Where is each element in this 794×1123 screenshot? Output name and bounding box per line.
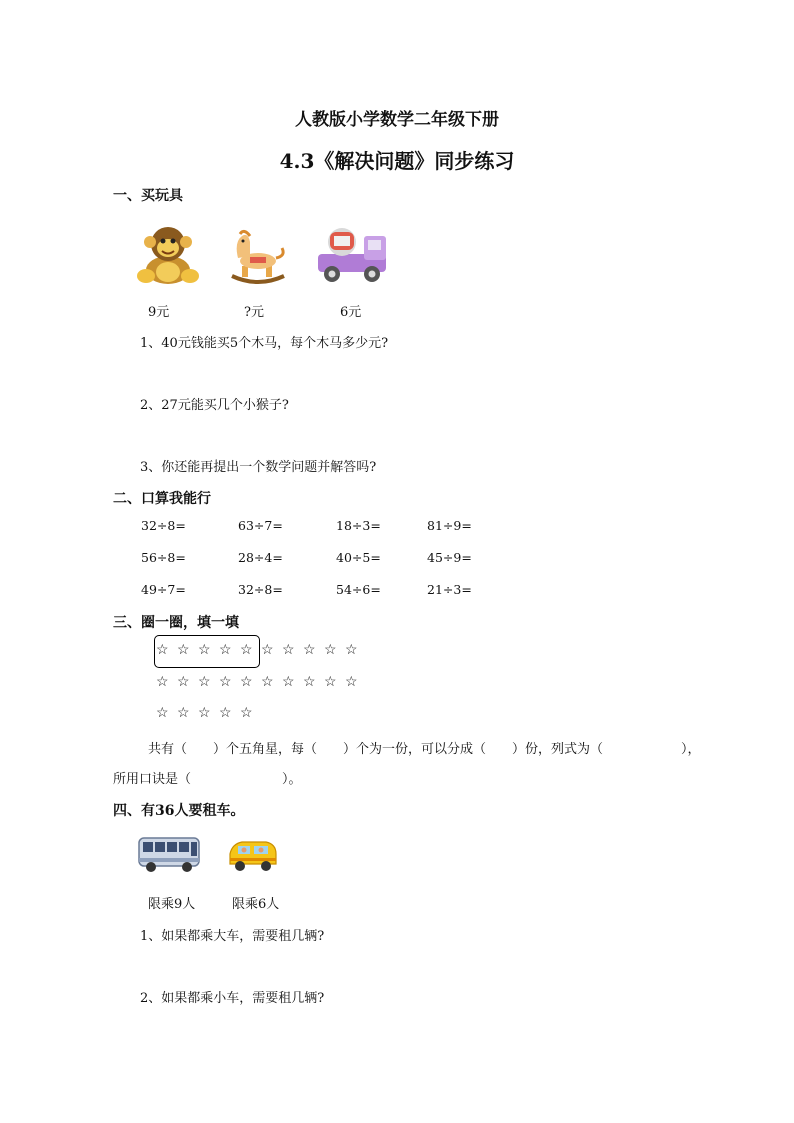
star-icon: ☆ (177, 642, 190, 658)
star-icon: ☆ (219, 705, 232, 721)
star-icon: ☆ (240, 674, 253, 690)
question-4-1: 1、如果都乘大车，需要租几辆? (140, 929, 325, 944)
car-capacity-label: 限乘6人 (232, 897, 280, 912)
calc-item: 28÷4= (238, 550, 283, 565)
star-icon: ☆ (240, 642, 253, 658)
star-row (156, 674, 366, 690)
page-subtitle: 4.3《解决问题》同步练习 (279, 149, 515, 173)
page-title: 人教版小学数学二年级下册 (295, 110, 499, 130)
school-car-icon (226, 836, 280, 876)
star-icon: ☆ (345, 674, 358, 690)
question-1-1: 1、40元钱能买5个木马，每个木马多少元? (140, 336, 389, 351)
star-icon: ☆ (198, 674, 211, 690)
star-icon: ☆ (303, 674, 316, 690)
calc-item: 56÷8= (141, 550, 186, 565)
star-icon: ☆ (240, 705, 253, 721)
star-icon: ☆ (219, 642, 232, 658)
star-icon: ☆ (156, 642, 169, 658)
fill-blank-line-1: 共有（ ）个五角星，每（ ）个为一份，可以分成（ ）份，列式为（ ）， (148, 742, 701, 757)
bus-icon (137, 834, 201, 876)
fill-blank-line-2: 所用口诀是（ ）。 (113, 772, 302, 787)
star-icon: ☆ (261, 674, 274, 690)
calc-item: 21÷3= (427, 582, 472, 597)
question-1-3: 3、你还能再提出一个数学问题并解答吗? (140, 460, 377, 475)
calc-item: 54÷6= (336, 582, 381, 597)
star-icon: ☆ (198, 705, 211, 721)
calc-item: 63÷7= (238, 518, 283, 533)
star-icon: ☆ (282, 642, 295, 658)
calc-item: 32÷8= (141, 518, 186, 533)
question-4-2: 2、如果都乘小车，需要租几辆? (140, 991, 325, 1006)
calc-item: 18÷3= (336, 518, 381, 533)
star-icon: ☆ (324, 674, 337, 690)
question-1-2: 2、27元能买几个小猴子? (140, 398, 289, 413)
star-icon: ☆ (345, 642, 358, 658)
calc-item: 81÷9= (427, 518, 472, 533)
calc-item: 49÷7= (141, 582, 186, 597)
star-icon: ☆ (156, 674, 169, 690)
star-row (156, 705, 261, 721)
toy-truck-icon (314, 224, 392, 286)
horse-price: ?元 (244, 305, 264, 320)
star-icon: ☆ (303, 642, 316, 658)
calc-item: 32÷8= (238, 582, 283, 597)
monkey-price: 9元 (148, 305, 170, 320)
star-icon: ☆ (324, 642, 337, 658)
star-icon: ☆ (219, 674, 232, 690)
star-row (156, 642, 366, 658)
section-heading-circle-fill: 三、圈一圈，填一填 (113, 615, 239, 631)
star-icon: ☆ (198, 642, 211, 658)
section-heading-mental-math: 二、口算我能行 (113, 491, 211, 507)
truck-price: 6元 (340, 305, 362, 320)
star-icon: ☆ (282, 674, 295, 690)
section-heading-toys: 一、买玩具 (113, 188, 183, 204)
calc-item: 45÷9= (427, 550, 472, 565)
calc-item: 40÷5= (336, 550, 381, 565)
star-icon: ☆ (261, 642, 274, 658)
rocking-horse-icon (228, 228, 288, 286)
bus-capacity-label: 限乘9人 (148, 897, 196, 912)
monkey-toy-icon (132, 222, 204, 288)
star-icon: ☆ (156, 705, 169, 721)
star-icon: ☆ (177, 705, 190, 721)
star-icon: ☆ (177, 674, 190, 690)
section-heading-rent-car: 四、有36人要租车。 (113, 803, 245, 819)
